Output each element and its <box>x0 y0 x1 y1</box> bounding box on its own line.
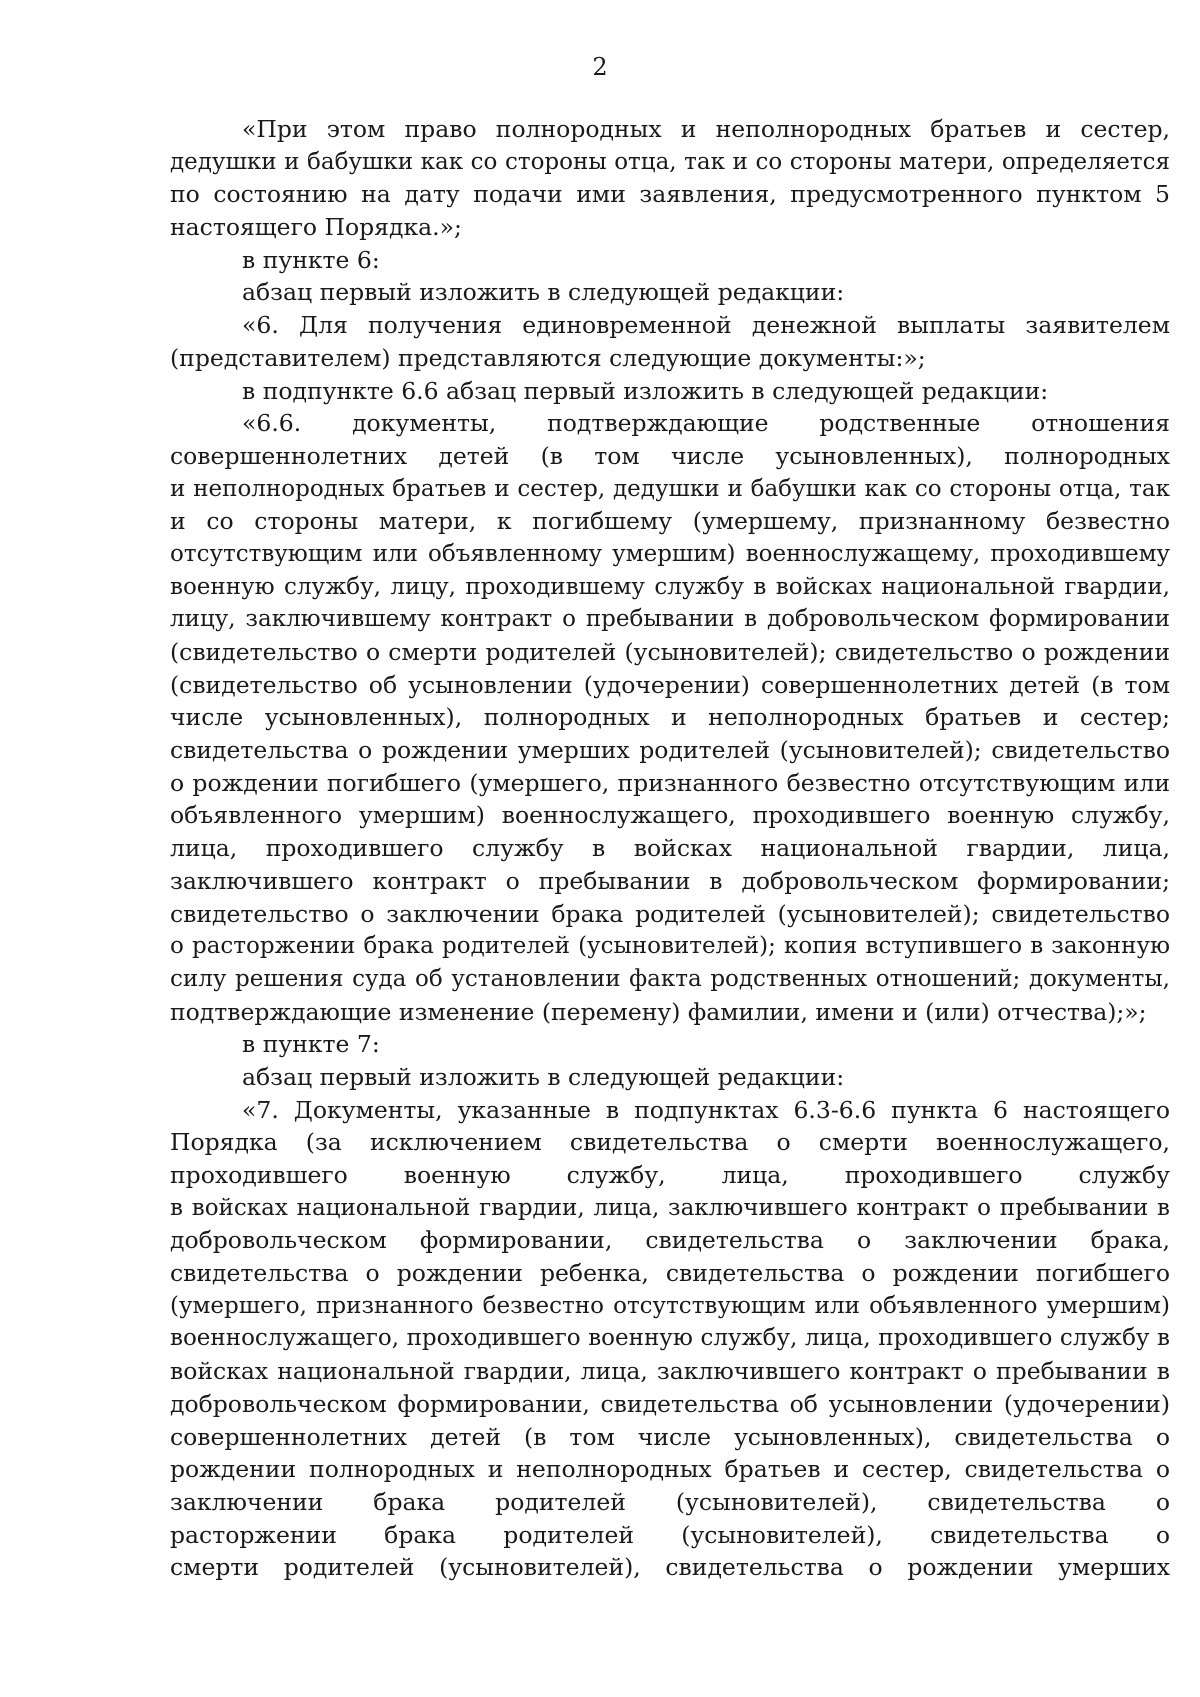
text-line: отсутствующим или объявленному умершим) военнослужащему, проходившему <box>170 540 1170 567</box>
text-line: в войсках национальной гвардии, лица, заключившего контракт о пребывании в <box>170 1194 1170 1221</box>
text-line: (представителем) представляются следующие документы:»; <box>170 343 926 372</box>
text-line: (свидетельство о смерти родителей (усыновителей); свидетельство о рождении <box>170 638 1170 666</box>
text-line: смерти родителей (усыновителей), свидетельства о рождении умерших <box>170 1553 1170 1582</box>
text-line: расторжении брака родителей (усыновителей), свидетельства о <box>170 1520 1170 1549</box>
text-line: рождении полнородных и неполнородных братьев и сестер, свидетельства о <box>170 1455 1170 1484</box>
text-line: военнослужащего, проходившего военную службу, лица, проходившего службу в <box>170 1325 1170 1352</box>
text-line: «6. Для получения единовременной денежной выплаты заявителем <box>242 311 1170 340</box>
document-body <box>170 113 1170 1584</box>
text-line: о рождении погибшего (умершего, признанного безвестно отсутствующим или <box>170 768 1170 797</box>
text-line: в пункте 6: <box>242 245 380 274</box>
text-line: «6.6. документы, подтверждающие родственные отношения <box>242 409 1170 438</box>
text-line: объявленного умершим) военнослужащего, проходившего военную службу, <box>170 801 1170 830</box>
text-line: совершеннолетних детей (в том числе усыновленных), полнородных <box>170 441 1170 470</box>
text-line: силу решения суда об установлении факта родственных отношений; документы, <box>170 965 1170 992</box>
text-line: «7. Документы, указанные в подпунктах 6.3-6.6 пункта 6 настоящего <box>242 1095 1170 1124</box>
text-line: подтверждающие изменение (перемену) фамилии, имени и (или) отчества);»; <box>170 997 1147 1026</box>
text-line: совершеннолетних детей (в том числе усыновленных), свидетельства о <box>170 1422 1170 1451</box>
text-line: Порядка (за исключением свидетельства о смерти военнослужащего, <box>170 1128 1170 1157</box>
text-line: абзац первый изложить в следующей редакции: <box>242 278 845 307</box>
text-line: лицу, заключившему контракт о пребывании в добровольческом формировании <box>170 606 1170 633</box>
text-line: «При этом право полнородных и неполнородных братьев и сестер, <box>242 115 1170 143</box>
text-line: заключившего контракт о пребывании в добровольческом формировании; <box>170 866 1170 895</box>
text-line: добровольческом формировании, свидетельства о заключении брака, <box>170 1226 1170 1255</box>
text-line: настоящего Порядка.»; <box>170 213 462 242</box>
text-line: и неполнородных братьев и сестер, дедушки и бабушки как со стороны отца, так <box>170 475 1170 502</box>
text-line: дедушки и бабушки как со стороны отца, так и со стороны матери, определяется <box>170 148 1170 175</box>
text-line: проходившего военную службу, лица, проходившего службу <box>170 1161 1170 1189</box>
text-line: войсках национальной гвардии, лица, заключившего контракт о пребывании в <box>170 1357 1170 1386</box>
text-line: в пункте 7: <box>242 1030 380 1059</box>
text-line: о расторжении брака родителей (усыновителей); копия вступившего в законную <box>170 933 1170 960</box>
text-line: и со стороны матери, к погибшему (умершему, признанному безвестно <box>170 507 1170 536</box>
text-line: добровольческом формировании, свидетельства об усыновлении (удочерении) <box>170 1389 1170 1418</box>
text-line: заключении брака родителей (усыновителей), свидетельства о <box>170 1487 1170 1516</box>
text-line: лица, проходившего службу в войсках национальной гвардии, лица, <box>170 834 1170 863</box>
text-line: (свидетельство об усыновлении (удочерении) совершеннолетних детей (в том <box>170 670 1170 699</box>
text-line: (умершего, признанного безвестно отсутствующим или объявленного умершим) <box>170 1292 1170 1319</box>
text-line: свидетельства о рождении умерших родителей (усыновителей); свидетельство <box>170 736 1170 765</box>
text-line: числе усыновленных), полнородных и неполнородных братьев и сестер; <box>170 703 1170 732</box>
text-line: свидетельства о рождении ребенка, свидетельства о рождении погибшего <box>170 1259 1170 1288</box>
text-line: в подпункте 6.6 абзац первый изложить в следующей редакции: <box>242 376 1049 405</box>
text-line: абзац первый изложить в следующей редакции: <box>242 1062 845 1091</box>
text-line: военную службу, лицу, проходившему службу в войсках национальной гвардии, <box>170 573 1170 600</box>
page-number: 2 <box>592 53 608 81</box>
text-line: свидетельство о заключении брака родителей (усыновителей); свидетельство <box>170 899 1170 928</box>
text-line: по состоянию на дату подачи ими заявления, предусмотренного пунктом 5 <box>170 180 1170 209</box>
